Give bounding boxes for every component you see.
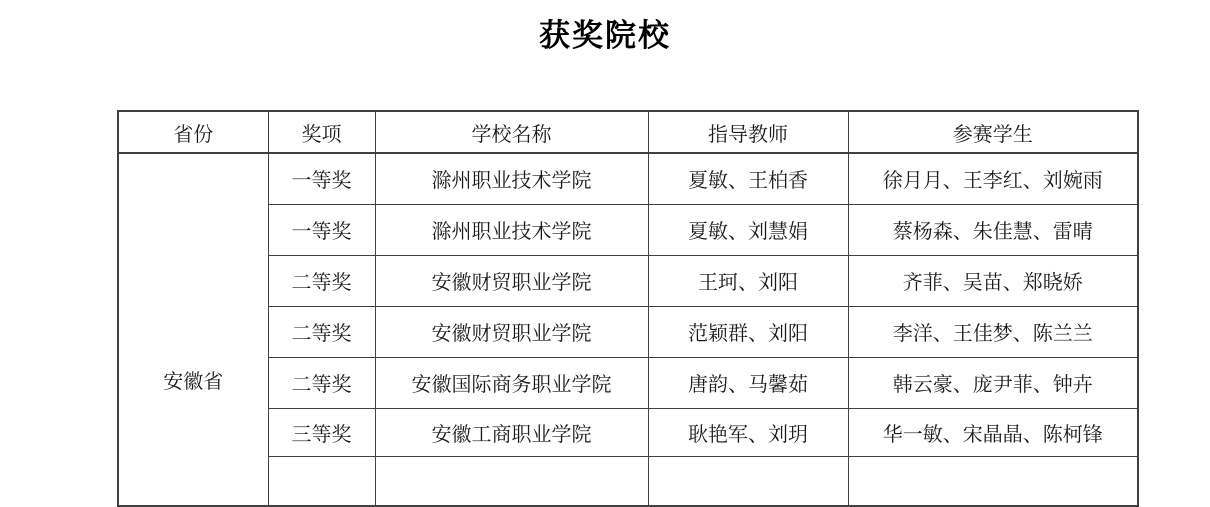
table-row (118, 153, 1138, 204)
school-cell: 滁州职业技术学院 (375, 153, 648, 204)
column-header-students: 参赛学生 (848, 111, 1138, 153)
award-cell (268, 456, 375, 506)
school-cell (375, 456, 648, 506)
students-cell (848, 456, 1138, 506)
header-row (118, 111, 1138, 153)
school-cell: 滁州职业技术学院 (375, 204, 648, 255)
table-row (118, 204, 1138, 255)
teachers-cell: 唐韵、马馨茹 (648, 357, 848, 408)
province-cell (118, 153, 268, 506)
award-cell: 二等奖 (268, 255, 375, 306)
column-header-award: 奖项 (268, 111, 375, 153)
awards-table-container (117, 110, 1137, 507)
school-cell: 安徽财贸职业学院 (375, 255, 648, 306)
table-row-partial (118, 456, 1138, 506)
award-cell: 三等奖 (268, 408, 375, 456)
teachers-cell: 范颖群、刘阳 (648, 306, 848, 357)
table-row (118, 306, 1138, 357)
page-title: 获奖院校 (539, 18, 671, 53)
school-cell: 安徽工商职业学院 (375, 408, 648, 456)
students-cell: 李洋、王佳梦、陈兰兰 (848, 306, 1138, 357)
award-cell: 一等奖 (268, 153, 375, 204)
table-row (118, 408, 1138, 456)
students-cell: 齐菲、吴苗、郑晓娇 (848, 255, 1138, 306)
column-header-province: 省份 (118, 111, 268, 153)
award-cell: 二等奖 (268, 357, 375, 408)
teachers-cell: 王珂、刘阳 (648, 255, 848, 306)
award-cell: 二等奖 (268, 306, 375, 357)
award-cell: 一等奖 (268, 204, 375, 255)
table-row (118, 255, 1138, 306)
teachers-cell: 耿艳军、刘玥 (648, 408, 848, 456)
teachers-cell (648, 456, 848, 506)
table-row (118, 357, 1138, 408)
school-cell: 安徽财贸职业学院 (375, 306, 648, 357)
column-header-school: 学校名称 (375, 111, 648, 153)
column-header-teachers: 指导教师 (648, 111, 848, 153)
teachers-cell: 夏敏、王柏香 (648, 153, 848, 204)
province-label: 安徽省 (163, 371, 224, 393)
school-cell: 安徽国际商务职业学院 (375, 357, 648, 408)
students-cell: 蔡杨森、朱佳慧、雷晴 (848, 204, 1138, 255)
teachers-cell: 夏敏、刘慧娟 (648, 204, 848, 255)
students-cell: 徐月月、王李红、刘婉雨 (848, 153, 1138, 204)
students-cell: 韩云豪、庞尹菲、钟卉 (848, 357, 1138, 408)
awards-table (117, 110, 1139, 507)
students-cell: 华一敏、宋晶晶、陈柯锋 (848, 408, 1138, 456)
